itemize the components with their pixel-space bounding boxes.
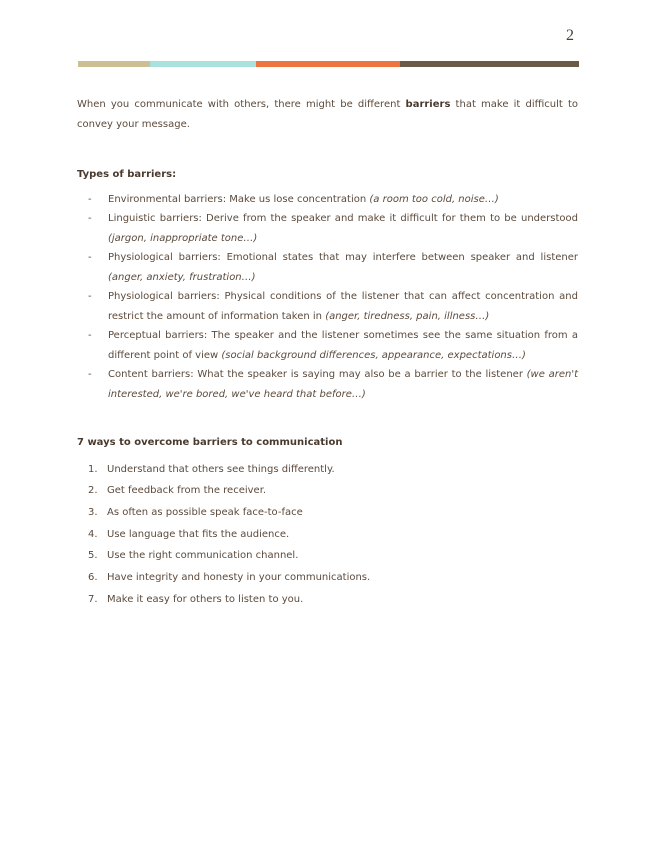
color-bar-segment [400, 61, 579, 67]
document-body [77, 95, 578, 610]
way-text: Have integrity and honesty in your communications. [107, 572, 371, 584]
list-number: 1. [88, 463, 98, 475]
barrier-item [77, 287, 578, 326]
list-number: 7. [88, 593, 98, 605]
list-dash: - [88, 252, 92, 263]
way-text: Understand that others see things differently. [107, 463, 335, 475]
way-text: Make it easy for others to listen to you. [107, 593, 304, 605]
barrier-text: Linguistic barriers: Derive from the speaker and make it difficult for them to be understood [108, 213, 578, 224]
way-item [77, 524, 578, 546]
list-dash: - [88, 193, 92, 205]
barrier-text: Content barriers: What the speaker is saying may also be a barrier to the listener [108, 369, 527, 380]
barriers-list [77, 190, 578, 405]
barrier-text: Environmental barriers: Make us lose concentration [108, 193, 370, 205]
barrier-examples: (we aren't interested, we're bored, we've heard that before…) [108, 369, 579, 400]
ways-heading: 7 ways to overcome barriers to communication [77, 437, 343, 448]
intro-paragraph [77, 95, 578, 134]
way-item [77, 502, 578, 524]
list-number: 6. [88, 572, 98, 584]
list-number: 5. [88, 550, 98, 562]
color-bar-segment [256, 61, 400, 67]
list-number: 4. [88, 528, 98, 540]
barrier-examples: (social background differences, appearance, expectations…) [221, 349, 526, 361]
way-item [77, 545, 578, 567]
way-text: Use the right communication channel. [107, 550, 299, 562]
way-item [77, 567, 578, 589]
intro-text-before: When you communicate with others, there might be different [77, 99, 406, 110]
list-number: 2. [88, 485, 98, 497]
way-text: As often as possible speak face-to-face [107, 506, 303, 518]
barrier-text: Physiological barriers: Emotional states that may interfere between speaker and listener [108, 252, 578, 263]
list-dash: - [88, 213, 92, 224]
list-dash: - [88, 369, 92, 380]
ways-list [77, 459, 578, 611]
color-bar-segment [78, 61, 150, 67]
list-dash: - [88, 330, 92, 341]
barrier-item [77, 209, 578, 248]
intro-bold-term: barriers [405, 99, 451, 110]
barrier-item [77, 248, 578, 287]
way-text: Get feedback from the receiver. [107, 485, 267, 497]
barrier-examples: (a room too cold, noise…) [369, 193, 499, 205]
way-item [77, 459, 578, 481]
barrier-item [77, 190, 578, 210]
way-item [77, 589, 578, 611]
barrier-text: Physiological barriers: Physical conditions of the listener that can affect concentration and restrict the amount of information taken in [108, 291, 578, 322]
barrier-examples: (jargon, inappropriate tone…) [108, 232, 258, 244]
intro-text-after: that make it difficult to convey your message. [77, 99, 579, 130]
header-color-bar [78, 61, 579, 67]
list-dash: - [88, 291, 92, 302]
types-heading: Types of barriers: [77, 169, 177, 180]
color-bar-segment [150, 61, 256, 67]
barrier-item [77, 326, 578, 365]
barrier-examples: (anger, anxiety, frustration…) [108, 271, 256, 283]
barrier-text: Perceptual barriers: The speaker and the listener sometimes see the same situation from a different point of view [108, 330, 578, 361]
barrier-item [77, 365, 578, 404]
list-number: 3. [88, 506, 98, 518]
page-number: 2 [566, 27, 574, 44]
barrier-examples: (anger, tiredness, pain, illness…) [325, 310, 490, 322]
way-item [77, 480, 578, 502]
way-text: Use language that fits the audience. [107, 528, 290, 540]
